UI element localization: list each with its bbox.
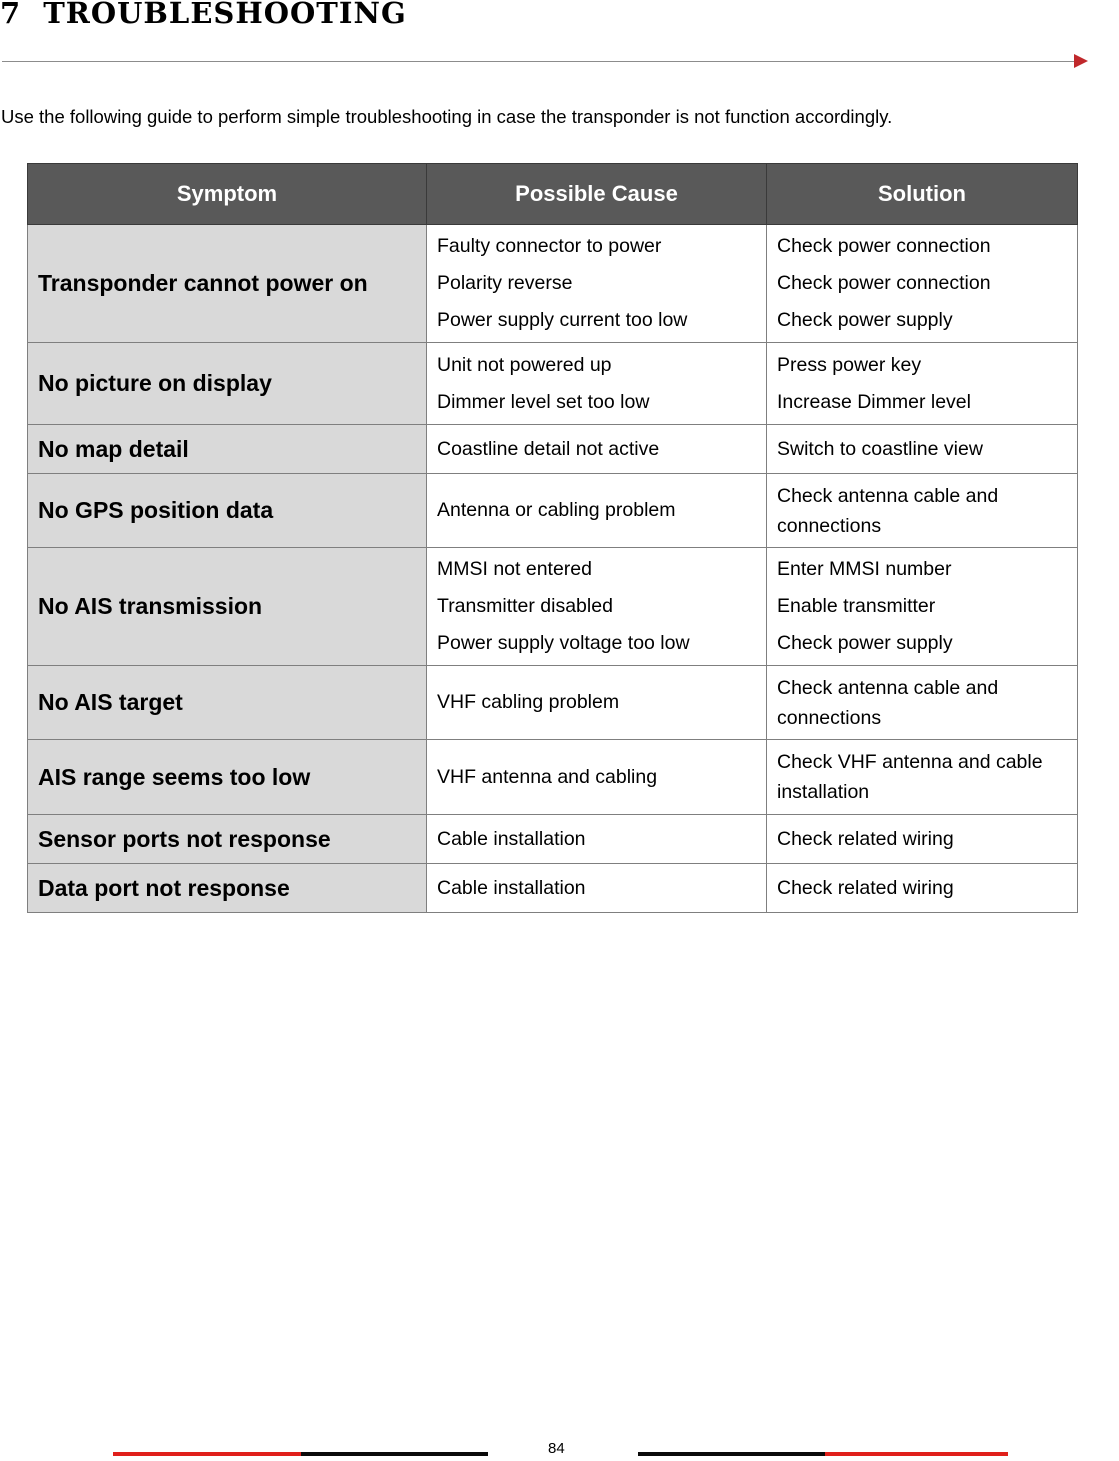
- table-row: [28, 666, 1078, 740]
- cause-cell: [427, 343, 767, 425]
- solution-cell: Switch to coastline view: [767, 425, 1078, 474]
- table-row: [28, 815, 1078, 864]
- symptom-cell: Transponder cannot power on: [28, 225, 427, 343]
- footer-bar-red-right: [825, 1452, 1008, 1456]
- symptom-cell: No AIS target: [28, 666, 427, 740]
- symptom-cell: Data port not response: [28, 864, 427, 913]
- solution-line: Check antenna cable and connections: [777, 676, 999, 729]
- symptom-cell: No map detail: [28, 425, 427, 474]
- cause-cell: Antenna or cabling problem: [427, 474, 767, 548]
- section-heading: [0, 0, 407, 30]
- cause-line: Transmitter disabled: [437, 595, 613, 617]
- page-number: 84: [548, 1440, 565, 1457]
- footer-bar-black-right: [638, 1452, 825, 1456]
- cause-cell: VHF antenna and cabling: [427, 740, 767, 815]
- heading-rule: [2, 61, 1076, 62]
- table-row: [28, 474, 1078, 548]
- header-symptom: Symptom: [28, 164, 427, 225]
- section-title: TROUBLESHOOTING: [43, 0, 407, 30]
- solution-line: Check power connection: [777, 272, 991, 294]
- cause-line: Polarity reverse: [437, 272, 573, 294]
- troubleshooting-table: [27, 163, 1078, 913]
- table-row: [28, 225, 1078, 343]
- solution-line: Enable transmitter: [777, 595, 936, 617]
- symptom-cell: Sensor ports not response: [28, 815, 427, 864]
- cause-cell: [427, 548, 767, 666]
- table-row: [28, 864, 1078, 913]
- solution-line: Increase Dimmer level: [777, 390, 971, 413]
- cause-line: Faulty connector to power: [437, 235, 662, 257]
- cause-line: Power supply current too low: [437, 309, 688, 331]
- header-possible-cause: Possible Cause: [427, 164, 767, 225]
- footer-bar-black-left: [301, 1452, 488, 1456]
- header-solution: Solution: [767, 164, 1078, 225]
- solution-cell: [767, 666, 1078, 740]
- solution-cell: Check related wiring: [767, 815, 1078, 864]
- table-row: [28, 343, 1078, 425]
- solution-line: Press power key: [777, 353, 922, 376]
- cause-cell: Cable installation: [427, 815, 767, 864]
- cause-line: MMSI not entered: [437, 558, 592, 580]
- table-header-row: [28, 164, 1078, 225]
- table-row: [28, 425, 1078, 474]
- solution-line: Check VHF antenna and cable installation: [777, 751, 1043, 803]
- solution-cell: [767, 343, 1078, 425]
- cause-cell: [427, 225, 767, 343]
- cause-line: Dimmer level set too low: [437, 390, 650, 413]
- cause-line: Power supply voltage too low: [437, 632, 690, 654]
- cause-line: Unit not powered up: [437, 353, 612, 376]
- table-row: [28, 740, 1078, 815]
- solution-cell: [767, 474, 1078, 548]
- solution-line: Check power supply: [777, 309, 953, 331]
- cause-cell: Coastline detail not active: [427, 425, 767, 474]
- solution-line: Check power supply: [777, 632, 953, 654]
- solution-line: Check antenna cable and connections: [777, 484, 999, 537]
- table-row: [28, 548, 1078, 666]
- intro-text: Use the following guide to perform simple troubleshooting in case the transponder is not function accordingly.: [1, 106, 893, 127]
- solution-line: Check power connection: [777, 235, 991, 257]
- cause-cell: VHF cabling problem: [427, 666, 767, 740]
- symptom-cell: No picture on display: [28, 343, 427, 425]
- solution-line: Enter MMSI number: [777, 558, 952, 580]
- solution-cell: Check related wiring: [767, 864, 1078, 913]
- arrow-right-icon: [1074, 54, 1088, 68]
- solution-cell: [767, 548, 1078, 666]
- solution-cell: [767, 740, 1078, 815]
- symptom-cell: No AIS transmission: [28, 548, 427, 666]
- symptom-cell: No GPS position data: [28, 474, 427, 548]
- symptom-cell: AIS range seems too low: [28, 740, 427, 815]
- solution-cell: [767, 225, 1078, 343]
- footer-bar-red-left: [113, 1452, 301, 1456]
- cause-cell: Cable installation: [427, 864, 767, 913]
- section-number: 7: [0, 0, 22, 30]
